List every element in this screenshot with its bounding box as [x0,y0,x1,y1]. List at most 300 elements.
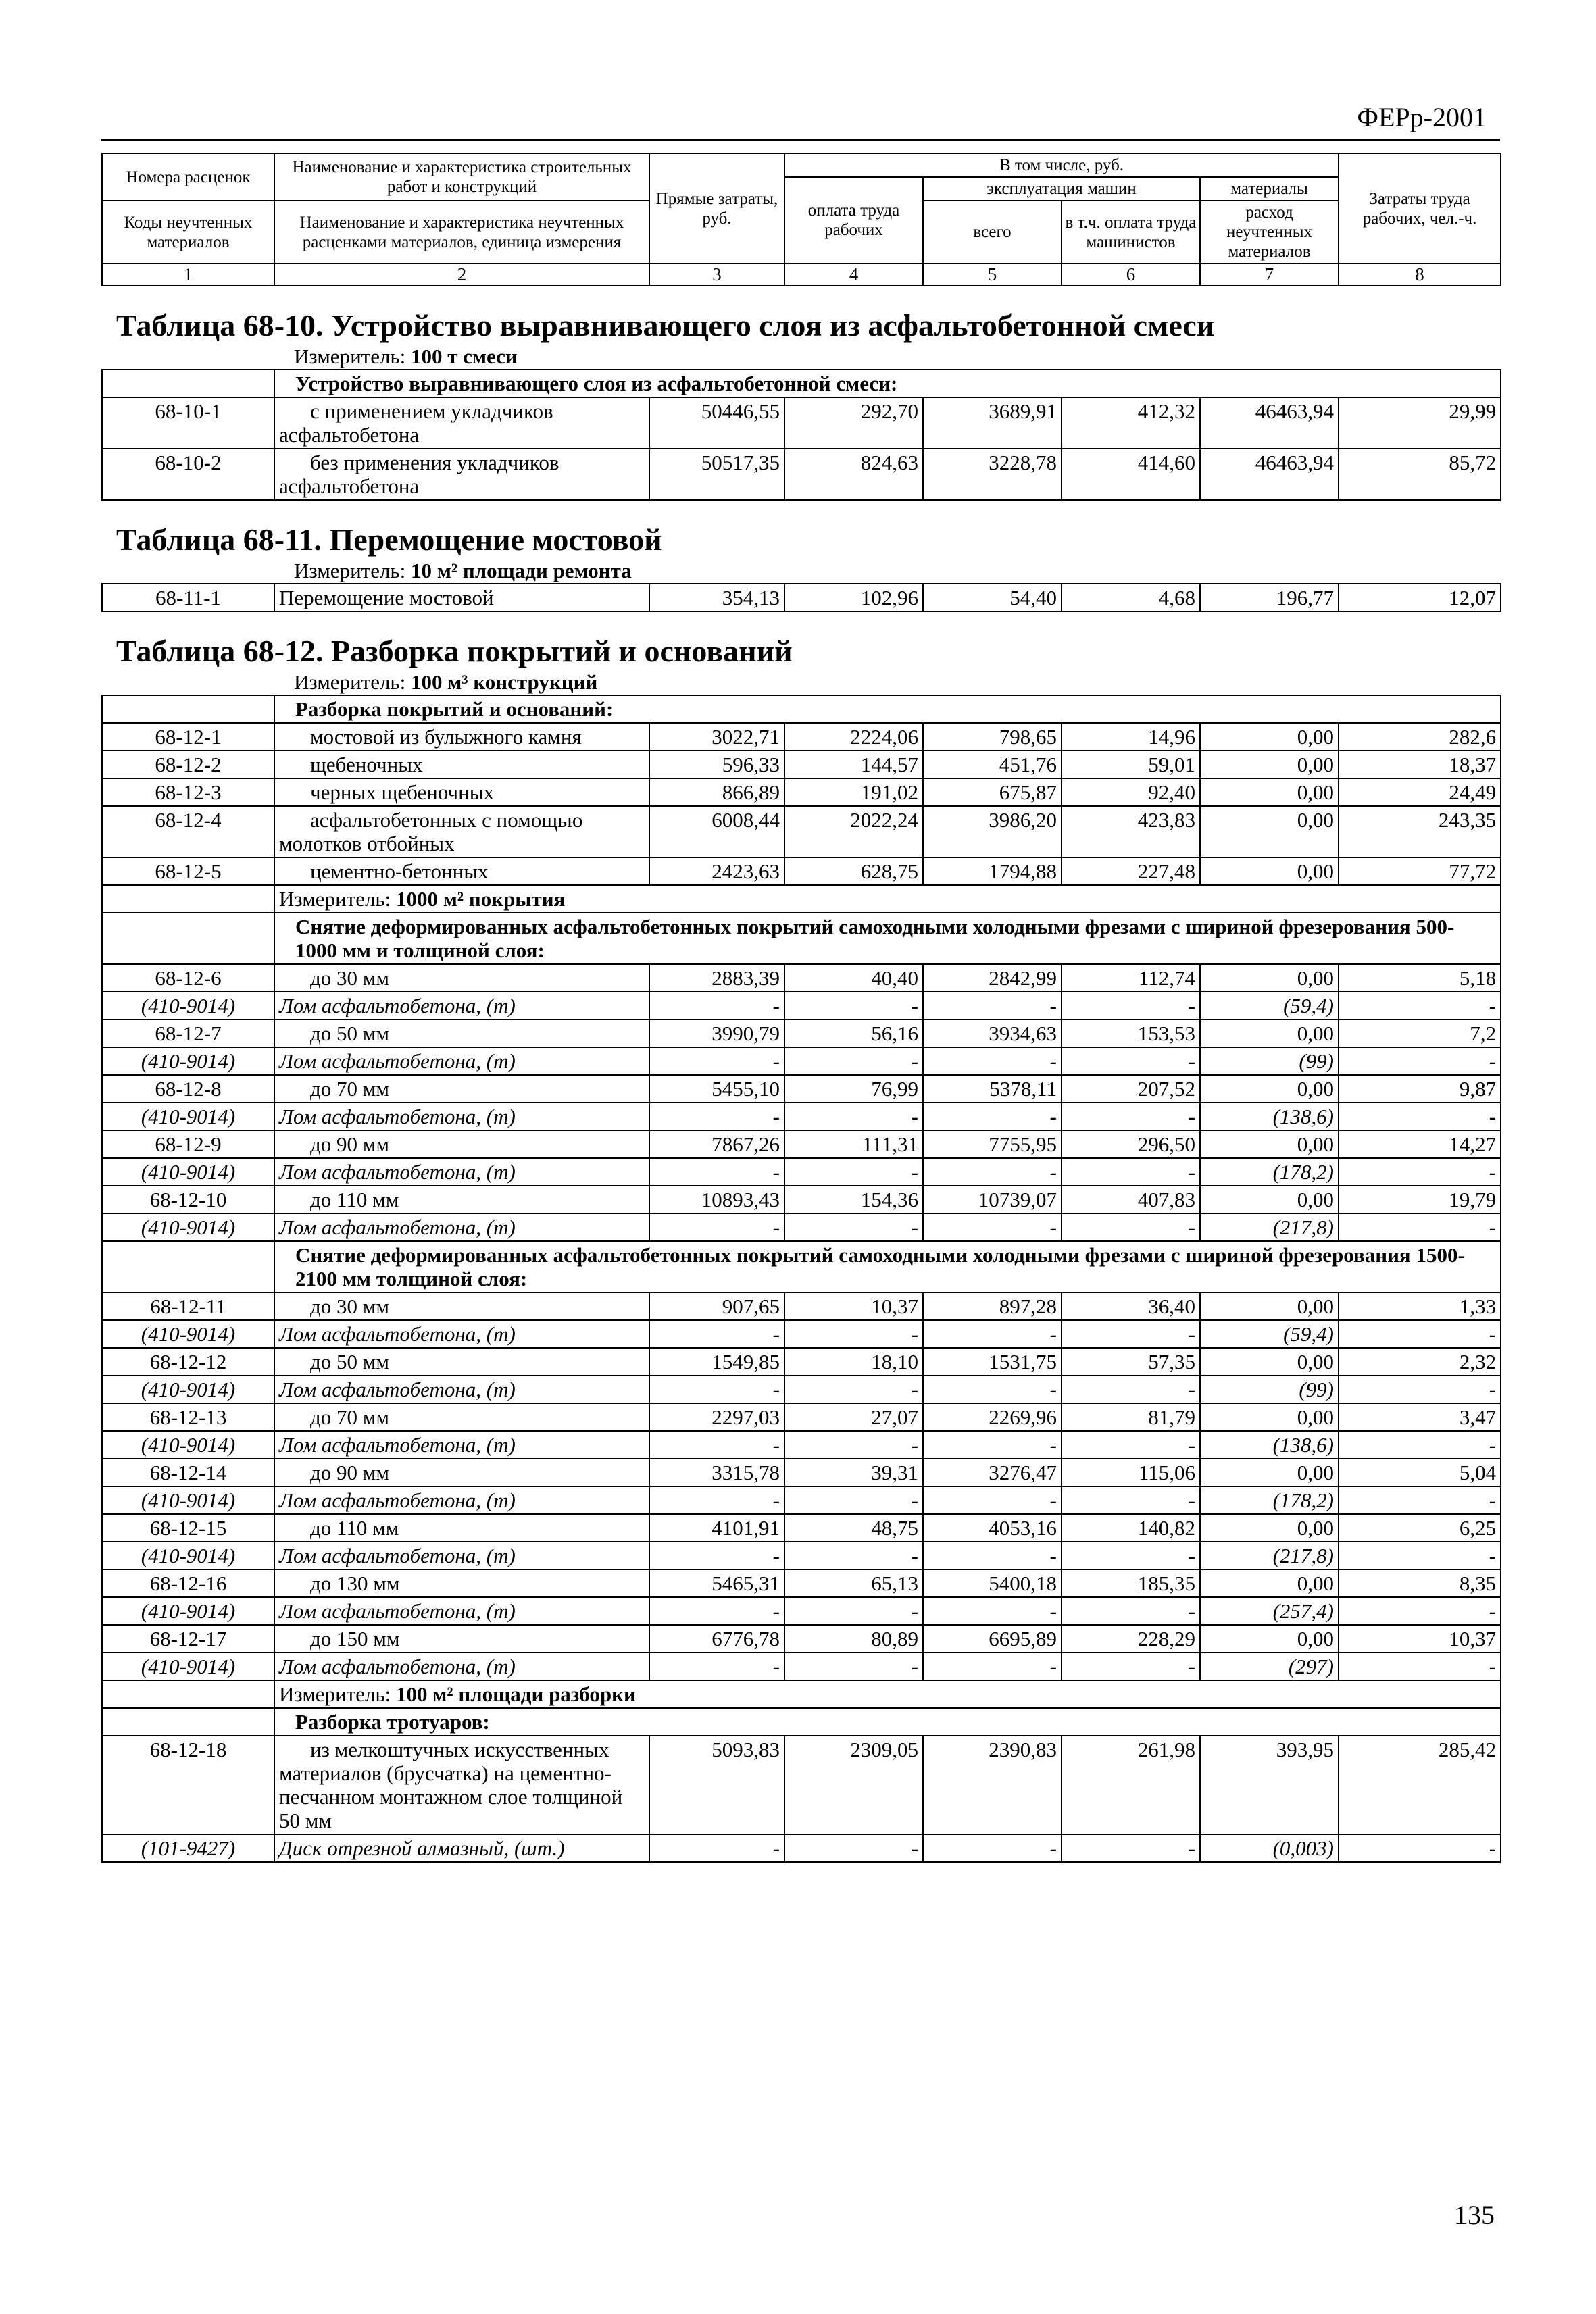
value-cell-col5: 3276,47 [923,1459,1062,1486]
value-cell-col5: 3228,78 [923,449,1062,500]
value-cell-col7: (99) [1200,1047,1339,1075]
value-cell-col7: 46463,94 [1200,449,1339,500]
material-code: (410-9014) [102,1103,274,1130]
material-code: (410-9014) [102,1213,274,1241]
group-row [102,1241,1501,1292]
name-text: Лом асфальтобетона, (т) [279,1599,516,1623]
value-cell-col6: - [1062,1653,1200,1680]
table-measure [294,345,1500,369]
value-cell-col7: (138,6) [1200,1103,1339,1130]
rate-row [102,723,1501,751]
value-cell-col4: 144,57 [784,751,923,778]
rate-code: 68-12-4 [102,806,274,857]
value-cell-col4: 292,70 [784,397,923,449]
name-text: Диск отрезной алмазный, (шт.) [279,1836,565,1860]
value-cell-col3: 596,33 [649,751,784,778]
value-cell-col7: (178,2) [1200,1158,1339,1186]
material-name [274,1834,649,1862]
page-number: 135 [1454,2200,1495,2230]
rate-name [274,1514,649,1542]
rate-row [102,1020,1501,1047]
value-cell-col3: 5093,83 [649,1736,784,1834]
measure-label: Измеритель: [279,887,391,911]
rate-name [274,1075,649,1103]
value-cell-col6: 36,40 [1062,1292,1200,1320]
material-code: (410-9014) [102,992,274,1020]
rate-code: 68-12-13 [102,1403,274,1431]
value-cell-col8: - [1339,992,1501,1020]
value-cell-col8: 3,47 [1339,1403,1501,1431]
value-cell-col5: - [923,1158,1062,1186]
group-code-cell [102,1708,274,1736]
rate-code: 68-12-16 [102,1569,274,1597]
value-cell-col3: 1549,85 [649,1348,784,1376]
value-cell-col3: 3315,78 [649,1459,784,1486]
group-row [102,370,1501,397]
group-code-cell [102,695,274,723]
value-cell-col5: 7755,95 [923,1130,1062,1158]
name-text: Лом асфальтобетона, (т) [279,1655,516,1678]
material-name [274,1653,649,1680]
value-cell-col5: 675,87 [923,778,1062,806]
value-cell-col5: 798,65 [923,723,1062,751]
rate-code: 68-10-2 [102,449,274,500]
material-row [102,1047,1501,1075]
value-cell-col7: 0,00 [1200,806,1339,857]
header-materials: материалы [1200,177,1339,201]
measure-label: Измеритель: [294,559,406,582]
value-cell-col4: 154,36 [784,1186,923,1213]
value-cell-col5: 1794,88 [923,857,1062,885]
group-heading: Устройство выравнивающего слоя из асфальтобетонной смеси: [274,370,1501,397]
material-row [102,1542,1501,1569]
value-cell-col6: 92,40 [1062,778,1200,806]
value-cell-col8: 12,07 [1339,584,1501,611]
rate-name [274,806,649,857]
name-text: до 110 мм [310,1516,399,1540]
material-code: (410-9014) [102,1376,274,1403]
name-text: Лом асфальтобетона, (т) [279,1433,516,1457]
value-cell-col6: - [1062,1431,1200,1459]
value-cell-col8: 6,25 [1339,1514,1501,1542]
name-text: до 50 мм [310,1022,390,1045]
value-cell-col5: 3689,91 [923,397,1062,449]
value-cell-col7: (217,8) [1200,1542,1339,1569]
value-cell-col6: - [1062,1158,1200,1186]
rate-name [274,1736,649,1834]
value-cell-col8: 77,72 [1339,857,1501,885]
value-cell-col4: - [784,1653,923,1680]
rate-name [274,449,649,500]
rate-tables [101,307,1500,1863]
value-cell-col5: - [923,1542,1062,1569]
value-cell-col3: - [649,1376,784,1403]
value-cell-col8: 14,27 [1339,1130,1501,1158]
value-cell-col7: (138,6) [1200,1431,1339,1459]
measure-value: 100 м² площади разборки [395,1682,636,1706]
value-cell-col6: 4,68 [1062,584,1200,611]
material-name [274,1376,649,1403]
value-cell-col5: - [923,1486,1062,1514]
value-cell-col5: 5400,18 [923,1569,1062,1597]
value-cell-col8: - [1339,1597,1501,1625]
rate-row [102,1569,1501,1597]
material-row [102,1834,1501,1862]
rate-name [274,1348,649,1376]
header-rate-number: Номера расценок [102,153,274,201]
rate-code: 68-12-17 [102,1625,274,1653]
value-cell-col3: 354,13 [649,584,784,611]
rate-name [274,1459,649,1486]
value-cell-col3: - [649,1653,784,1680]
header-material-names: Наименование и характеристика неучтенных расценками материалов, единица измерения [274,201,649,263]
rate-code: 68-12-10 [102,1186,274,1213]
value-cell-col3: 50446,55 [649,397,784,449]
value-cell-col7: 0,00 [1200,1514,1339,1542]
rate-row [102,1403,1501,1431]
value-cell-col4: 27,07 [784,1403,923,1431]
name-text: мостовой из булыжного камня [310,725,582,749]
rate-code: 68-12-18 [102,1736,274,1834]
rate-name [274,584,649,611]
value-cell-col5: - [923,1597,1062,1625]
name-text: цементно-бетонных [310,859,489,883]
value-cell-col3: - [649,1158,784,1186]
rate-row [102,1459,1501,1486]
value-cell-col7: (217,8) [1200,1213,1339,1241]
value-cell-col6: - [1062,1542,1200,1569]
measure-value: 10 м² площади ремонта [410,559,632,582]
col-num-2: 2 [274,263,649,286]
name-text: Лом асфальтобетона, (т) [279,1049,516,1073]
value-cell-col7: 0,00 [1200,1569,1339,1597]
value-cell-col5: - [923,1213,1062,1241]
rate-code: 68-12-3 [102,778,274,806]
value-cell-col5: - [923,1376,1062,1403]
material-code: (410-9014) [102,1597,274,1625]
group-heading: Разборка тротуаров: [274,1708,1501,1736]
col-num-4: 4 [784,263,923,286]
name-text: без применения укладчиков асфальтобетона [279,451,559,498]
value-cell-col6: - [1062,1376,1200,1403]
value-cell-col6: 423,83 [1062,806,1200,857]
value-cell-col3: 907,65 [649,1292,784,1320]
rate-code: 68-12-8 [102,1075,274,1103]
column-header-table [101,153,1501,286]
material-row [102,1597,1501,1625]
value-cell-col4: 2022,24 [784,806,923,857]
value-cell-col7: 0,00 [1200,723,1339,751]
material-code: (410-9014) [102,1431,274,1459]
table-measure [294,559,1500,583]
name-text: Лом асфальтобетона, (т) [279,1544,516,1567]
material-row [102,1320,1501,1348]
rate-row [102,1292,1501,1320]
value-cell-col6: 412,32 [1062,397,1200,449]
value-cell-col7: 0,00 [1200,751,1339,778]
measure-value: 100 т смеси [410,345,518,368]
material-name [274,992,649,1020]
value-cell-col6: - [1062,1320,1200,1348]
material-code: (410-9014) [102,1320,274,1348]
value-cell-col7: 0,00 [1200,778,1339,806]
value-cell-col4: 80,89 [784,1625,923,1653]
material-name [274,1213,649,1241]
value-cell-col4: 2224,06 [784,723,923,751]
name-text: Перемощение мостовой [279,586,494,609]
value-cell-col3: 50517,35 [649,449,784,500]
value-cell-col8: 7,2 [1339,1020,1501,1047]
value-cell-col4: 56,16 [784,1020,923,1047]
value-cell-col7: (59,4) [1200,992,1339,1020]
value-cell-col8: - [1339,1103,1501,1130]
header-work-name: Наименование и характеристика строительных работ и конструкций [274,153,649,201]
rate-row [102,1625,1501,1653]
value-cell-col3: - [649,1834,784,1862]
value-cell-col6: 81,79 [1062,1403,1200,1431]
value-cell-col4: 628,75 [784,857,923,885]
value-cell-col8: - [1339,1542,1501,1569]
value-cell-col3: 866,89 [649,778,784,806]
value-cell-col3: 3990,79 [649,1020,784,1047]
value-cell-col3: 3022,71 [649,723,784,751]
value-cell-col3: - [649,1103,784,1130]
value-cell-col5: 2269,96 [923,1403,1062,1431]
material-row [102,992,1501,1020]
name-text: Лом асфальтобетона, (т) [279,994,516,1017]
rate-row [102,1736,1501,1834]
value-cell-col8: 282,6 [1339,723,1501,751]
material-row [102,1376,1501,1403]
value-cell-col8: 10,37 [1339,1625,1501,1653]
measure-row [102,885,1501,913]
name-text: до 30 мм [310,1294,390,1318]
rate-name [274,1186,649,1213]
header-wages: оплата труда рабочих [784,177,923,263]
value-cell-col6: - [1062,1486,1200,1514]
group-row [102,913,1501,964]
value-cell-col5: 10739,07 [923,1186,1062,1213]
name-text: с применением укладчиков асфальтобетона [279,399,553,447]
value-cell-col8: 9,87 [1339,1075,1501,1103]
value-cell-col4: - [784,1158,923,1186]
measure-label: Измеритель: [294,670,406,694]
rate-code: 68-12-6 [102,964,274,992]
name-text: Лом асфальтобетона, (т) [279,1488,516,1512]
value-cell-col4: 102,96 [784,584,923,611]
name-text: из мелкоштучных искусственных материалов (брусчатка) на цементно-песчанном монтажном слое толщиной 50 мм [279,1738,623,1832]
value-cell-col4: 39,31 [784,1459,923,1486]
material-code: (410-9014) [102,1653,274,1680]
material-code: (101-9427) [102,1834,274,1862]
value-cell-col7: 0,00 [1200,857,1339,885]
value-cell-col5: 6695,89 [923,1625,1062,1653]
rate-name [274,1625,649,1653]
value-cell-col6: - [1062,1834,1200,1862]
value-cell-col8: 5,18 [1339,964,1501,992]
name-text: Лом асфальтобетона, (т) [279,1105,516,1128]
header-labor-hours: Затраты труда рабочих, чел.-ч. [1339,153,1501,263]
value-cell-col8: 5,04 [1339,1459,1501,1486]
value-cell-col4: - [784,1376,923,1403]
rate-name [274,723,649,751]
value-cell-col5: - [923,992,1062,1020]
value-cell-col4: 76,99 [784,1075,923,1103]
name-text: Лом асфальтобетона, (т) [279,1378,516,1401]
value-cell-col8: 18,37 [1339,751,1501,778]
rate-code: 68-12-9 [102,1130,274,1158]
rate-name [274,1130,649,1158]
document-page [101,101,1500,1863]
header-rule [101,139,1500,141]
value-cell-col8: 1,33 [1339,1292,1501,1320]
name-text: до 110 мм [310,1188,399,1211]
rate-row [102,1130,1501,1158]
group-heading: Разборка покрытий и оснований: [274,695,1501,723]
rate-row [102,857,1501,885]
value-cell-col3: - [649,1213,784,1241]
group-heading: Снятие деформированных асфальтобетонных покрытий самоходными холодными фрезами с шириной фрезерования 500-1000 мм и толщиной слоя: [274,913,1501,964]
material-code: (410-9014) [102,1542,274,1569]
rate-name [274,397,649,449]
header-direct-costs: Прямые затраты, руб. [649,153,784,263]
rate-row [102,1348,1501,1376]
value-cell-col7: (99) [1200,1376,1339,1403]
value-cell-col6: - [1062,1213,1200,1241]
col-num-6: 6 [1062,263,1200,286]
table-measure [294,670,1500,695]
value-cell-col5: 897,28 [923,1292,1062,1320]
material-name [274,1486,649,1514]
value-cell-col3: 5455,10 [649,1075,784,1103]
value-cell-col4: - [784,1542,923,1569]
rate-name [274,751,649,778]
rate-name [274,964,649,992]
group-code-cell [102,1241,274,1292]
doc-code: ФЕРр-2001 [1357,102,1487,132]
header-including: В том числе, руб. [784,153,1339,177]
value-cell-col4: 191,02 [784,778,923,806]
name-text: Лом асфальтобетона, (т) [279,1215,516,1239]
value-cell-col7: 0,00 [1200,1348,1339,1376]
value-cell-col7: (257,4) [1200,1597,1339,1625]
value-cell-col6: 112,74 [1062,964,1200,992]
name-text: черных щебеночных [310,780,495,804]
rate-row [102,778,1501,806]
value-cell-col6: 414,60 [1062,449,1200,500]
group-code-cell [102,913,274,964]
value-cell-col5: - [923,1047,1062,1075]
value-cell-col6: 296,50 [1062,1130,1200,1158]
rate-code: 68-12-1 [102,723,274,751]
value-cell-col5: 2842,99 [923,964,1062,992]
rate-name [274,1569,649,1597]
value-cell-col4: 111,31 [784,1130,923,1158]
value-cell-col3: - [649,992,784,1020]
value-cell-col3: - [649,1431,784,1459]
value-cell-col8: - [1339,1834,1501,1862]
value-cell-col3: 2883,39 [649,964,784,992]
value-cell-col5: 4053,16 [923,1514,1062,1542]
value-cell-col7: 393,95 [1200,1736,1339,1834]
name-text: до 130 мм [310,1571,400,1595]
col-num-5: 5 [923,263,1062,286]
rate-name [274,1020,649,1047]
value-cell-col6: 57,35 [1062,1348,1200,1376]
value-cell-col3: 4101,91 [649,1514,784,1542]
value-cell-col5: - [923,1653,1062,1680]
value-cell-col6: 115,06 [1062,1459,1200,1486]
group-row [102,695,1501,723]
value-cell-col3: 2423,63 [649,857,784,885]
value-cell-col3: 10893,43 [649,1186,784,1213]
value-cell-col6: 227,48 [1062,857,1200,885]
value-cell-col7: (59,4) [1200,1320,1339,1348]
rate-row [102,397,1501,449]
value-cell-col6: 153,53 [1062,1020,1200,1047]
rate-name [274,857,649,885]
value-cell-col8: - [1339,1376,1501,1403]
value-cell-col3: 5465,31 [649,1569,784,1597]
value-cell-col3: - [649,1047,784,1075]
name-text: до 30 мм [310,966,390,990]
value-cell-col4: - [784,1213,923,1241]
value-cell-col8: - [1339,1653,1501,1680]
header-machines: эксплуатация машин [923,177,1200,201]
value-cell-col6: - [1062,1597,1200,1625]
rate-row [102,449,1501,500]
name-text: до 90 мм [310,1132,390,1156]
value-cell-col7: (178,2) [1200,1486,1339,1514]
rate-name [274,1292,649,1320]
name-text: до 150 мм [310,1627,400,1651]
rate-code: 68-12-5 [102,857,274,885]
value-cell-col7: 0,00 [1200,1075,1339,1103]
material-row [102,1213,1501,1241]
value-cell-col6: 228,29 [1062,1625,1200,1653]
name-text: до 70 мм [310,1405,390,1429]
value-cell-col5: 451,76 [923,751,1062,778]
material-code: (410-9014) [102,1047,274,1075]
value-cell-col6: 59,01 [1062,751,1200,778]
value-cell-col3: 6008,44 [649,806,784,857]
col-num-8: 8 [1339,263,1501,286]
value-cell-col8: - [1339,1320,1501,1348]
value-cell-col4: 48,75 [784,1514,923,1542]
value-cell-col8: - [1339,1047,1501,1075]
value-cell-col4: 2309,05 [784,1736,923,1834]
value-cell-col6: 140,82 [1062,1514,1200,1542]
value-cell-col5: 5378,11 [923,1075,1062,1103]
name-text: до 70 мм [310,1077,390,1101]
value-cell-col4: 18,10 [784,1348,923,1376]
value-cell-col7: 0,00 [1200,1459,1339,1486]
value-cell-col6: 407,83 [1062,1186,1200,1213]
value-cell-col8: 29,99 [1339,397,1501,449]
value-cell-col4: - [784,1047,923,1075]
header-unaccounted-materials: расход неучтенных материалов [1200,201,1339,263]
material-name [274,1158,649,1186]
value-cell-col4: 824,63 [784,449,923,500]
value-cell-col7: 0,00 [1200,1130,1339,1158]
value-cell-col3: 2297,03 [649,1403,784,1431]
value-cell-col4: - [784,1431,923,1459]
value-cell-col8: 85,72 [1339,449,1501,500]
rate-table [101,583,1501,612]
value-cell-col4: - [784,1834,923,1862]
value-cell-col5: - [923,1834,1062,1862]
value-cell-col7: 46463,94 [1200,397,1339,449]
